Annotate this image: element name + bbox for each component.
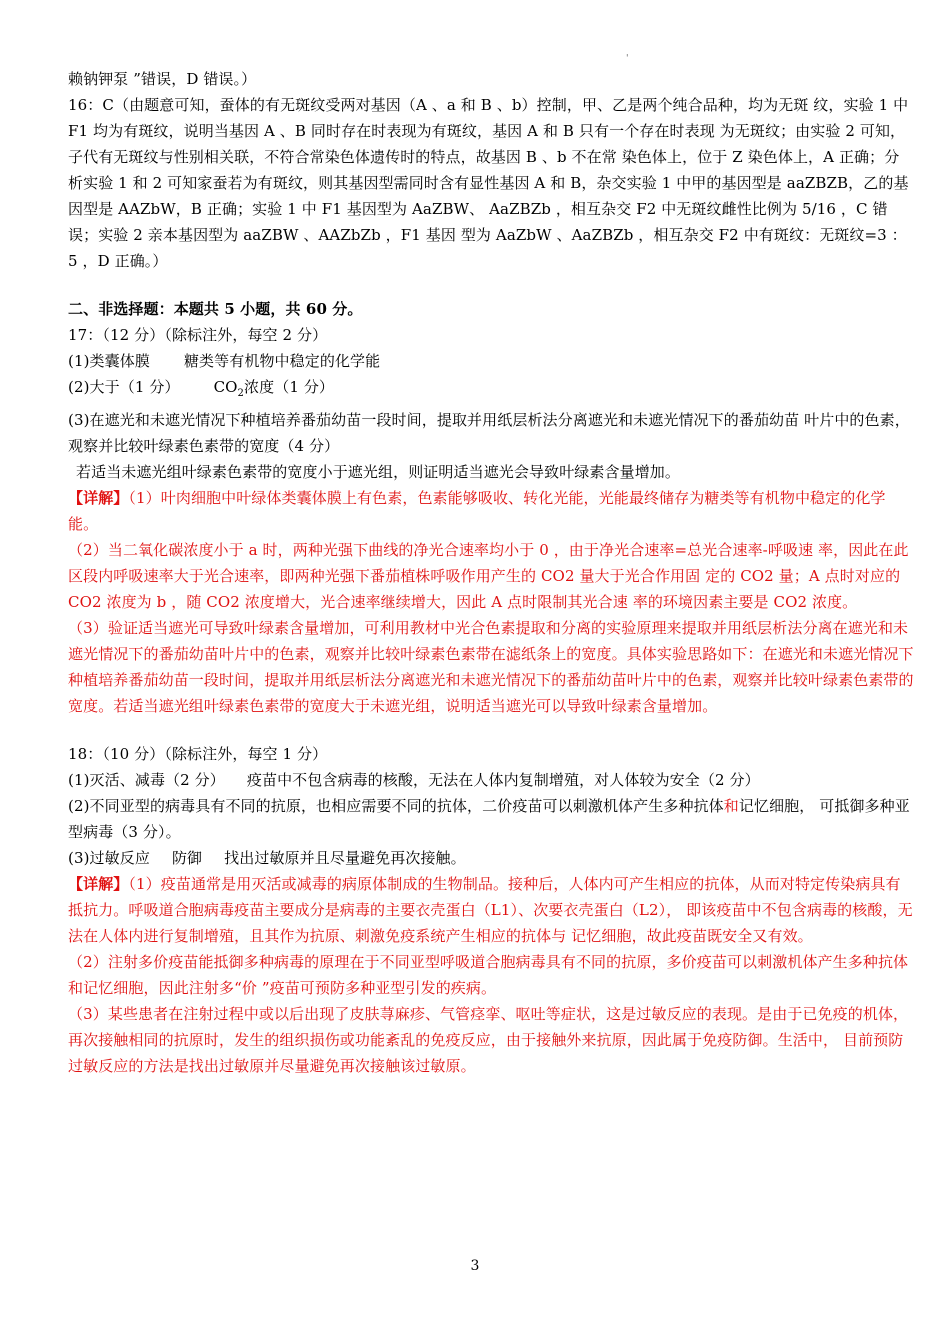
q15-tail: 赖钠钾泵 ”错误，D 错误。） — [68, 70, 257, 88]
page-number: 3 — [470, 1258, 480, 1274]
q17-head: 17：（12 分）（除标注外，每空 2 分） — [68, 326, 328, 344]
q17-answer-2: (2)大于（1 分） $CO_2$浓度（1 分） — [68, 378, 335, 399]
q17-detail-3: （3）验证适当遮光可导致叶绿素含量增加，可利用教材中光合色素提取和分离的实验原理来提取并用纸层析法分离在遮光和未遮光情况下的番茄幼苗叶片中的色素，观察并比较叶绿素色素带在滤纸条上的宽度。具体实验思路如下：在遮光和未遮光情况下种植培养番茄幼苗一段时间，提取并用纸层析法分离遮光和未遮光情况下的番茄幼苗叶片中的色素，观察并比较叶绿素色素带的宽度。若适当遮光组叶绿素色素带的宽度大于未遮光组，说明适当遮光可以导致叶绿素含量增加。 — [68, 619, 914, 715]
q17-answer-1: (1)类囊体膜 糖类等有机物中稳定的化学能 — [68, 352, 381, 370]
header-mark: ' — [626, 54, 629, 64]
q18-detail-2: （2）注射多价疫苗能抵御多种病毒的原理在于不同亚型呼吸道合胞病毒具有不同的抗原，多价疫苗可以刺激机体产生多种抗体和记忆细胞，因此注射多“价 ”疫苗可预防多种亚型引发的疾病。 — [68, 953, 909, 997]
q17-answer-3-cont: 若适当未遮光组叶绿素色素带的宽度小于遮光组，则证明适当遮光会导致叶绿素含量增加。 — [76, 463, 681, 481]
section-title: 二、非选择题：本题共 5 小题，共 60 分。 — [68, 300, 363, 318]
q18-answer-2: (2)不同亚型的病毒具有不同的抗原，也相应需要不同的抗体，二价疫苗可以刺激机体产生多种抗体和记忆细胞， 可抵御多种亚型病毒（3 分）。 — [68, 797, 910, 841]
q18-answer-3: (3)过敏反应 防御 找出过敏原并且尽量避免再次接触。 — [68, 849, 466, 867]
q18-head: 18：（10 分）（除标注外，每空 1 分） — [68, 745, 328, 763]
q16-answer: 16：C（由题意可知，蚕体的有无斑纹受两对基因（A 、a 和 B 、b）控制，甲、乙是两个纯合品种，均为无斑 纹，实验 1 中 F1 均为有斑纹，说明当基因 A 、B 同时存在时表现为有斑纹，基因 A 和 B 只有一个存在时表现 为无斑纹；由实验 2 可知，子代有无斑纹与性别相关联，不符合常染色体遗传时的特点，故基因 B 、b 不在常 染色体上，位于 Z 染色体上，A 正确；分析实验 1 和 2 可知家蚕若为有斑纹，则其基因型需同时含有显性基因 A 和 B，杂交实验 1 中甲的基因型是 aaZBZB，乙的基因型是 AAZbW，B 正确；实验 1 中 F1 基因型为 AaZBW、 AaZBZb ，相互杂交 F2 中无斑纹雌性比例为 5/16 ，C 错误；实验 2 亲本基因型为 aaZBW 、AAZbZb ，F1 基因 型为 AaZbW 、AaZBZb ，相互杂交 F2 中有斑纹：无斑纹=3 ：5 ，D 正确。） — [68, 96, 909, 270]
q18-detail-3: （3）某些患者在注射过程中或以后出现了皮肤荨麻疹、气管痉挛、呕吐等症状，这是过敏反应的表现。是由于已免疫的机体，再次接触相同的抗原时，发生的组织损伤或功能紊乱的免疫反应，由于接触外来抗原，因此属于免疫防御。生活中， 目前预防过敏反应的方法是找出过敏原并尽量避免再次接触该过敏原。 — [68, 1005, 909, 1075]
q17-detail-1: 【详解】（1）叶肉细胞中叶绿体类囊体膜上有色素，色素能够吸收、转化光能，光能最终储存为糖类等有机物中稳定的化学能。 — [68, 489, 886, 533]
q17-detail-2: （2）当二氧化碳浓度小于 a 时，两种光强下曲线的净光合速率均小于 0 ，由于净光合速率=总光合速率-呼吸速 率，因此在此区段内呼吸速率大于光合速率，即两种光强下番茄植株呼吸作用产生的 CO2 量大于光合作用固 定的 CO2 量；A 点时对应的 CO2 浓度为 b ，随 CO2 浓度增大，光合速率继续增大，因此 A 点时限制其光合速 率的环境因素主要是 CO2 浓度。 — [68, 541, 909, 611]
q18-answer-1: (1)灭活、减毒（2 分） 疫苗中不包含病毒的核酸，无法在人体内复制增殖，对人体较为安全（2 分） — [68, 771, 760, 789]
q18-detail-1: 【详解】（1）疫苗通常是用灭活或减毒的病原体制成的生物制品。接种后，人体内可产生相应的抗体，从而对特定传染病具有抵抗力。呼吸道合胞病毒疫苗主要成分是病毒的主要衣壳蛋白（L1）、次要衣壳蛋白（L2）， 即该疫苗中不包含病毒的核酸，无法在人体内进行复制增殖，且其作为抗原、刺激免疫系统产生相应的抗体与 记忆细胞，故此疫苗既安全又有效。 — [68, 875, 913, 945]
page-content — [68, 66, 914, 1079]
q17-answer-3: (3)在遮光和未遮光情况下种植培养番茄幼苗一段时间，提取并用纸层析法分离遮光和未遮光情况下的番茄幼苗 叶片中的色素，观察并比较叶绿素色素带的宽度（4 分） — [68, 411, 910, 455]
